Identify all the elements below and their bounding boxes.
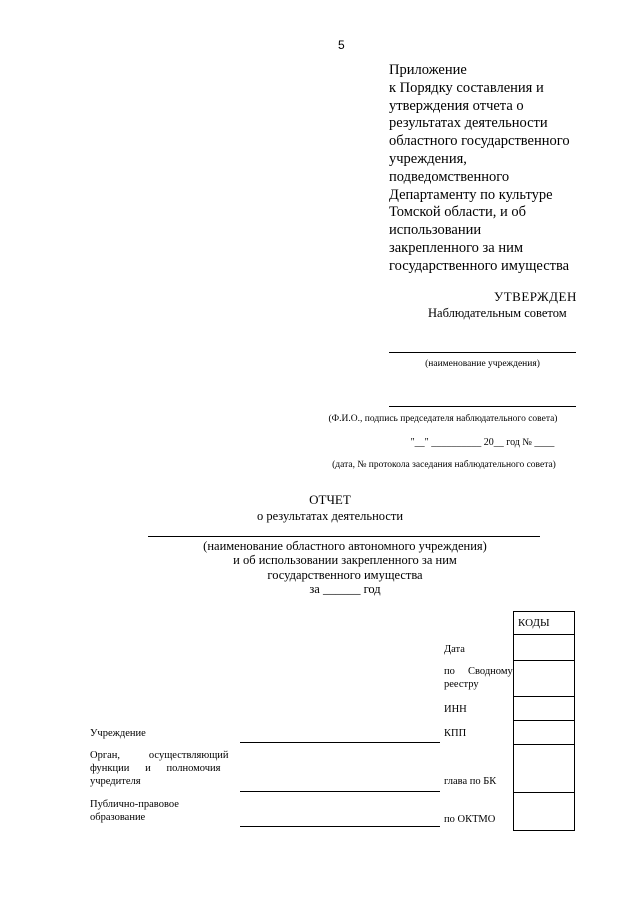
institution-name-line bbox=[389, 352, 576, 353]
appendix-line: к Порядку составления и bbox=[389, 79, 544, 96]
institution-label: Учреждение bbox=[90, 728, 146, 739]
appendix-line: результатах деятельности bbox=[389, 115, 548, 132]
code-label-bk: глава по БК bbox=[444, 776, 497, 787]
code-label-kpp: КПП bbox=[444, 728, 467, 739]
appendix-line: подведомственного bbox=[389, 168, 510, 185]
codes-table bbox=[513, 611, 575, 831]
appendix-line: учреждения, bbox=[389, 150, 467, 167]
founder-organ-label-3: учредителя bbox=[90, 776, 141, 787]
appendix-block bbox=[389, 62, 599, 276]
public-entity-fill-line bbox=[240, 826, 440, 827]
codes-header: КОДЫ bbox=[514, 612, 575, 635]
code-cell-oktmo bbox=[514, 793, 575, 831]
appendix-line: Томской области, и об bbox=[389, 204, 527, 221]
chair-signature-line bbox=[389, 406, 576, 407]
page-number: 5 bbox=[338, 38, 345, 52]
report-period: за ______ год bbox=[309, 582, 381, 596]
institution-name-caption: (наименование учреждения) bbox=[425, 359, 540, 369]
code-label-registry-2: реестру bbox=[444, 679, 479, 690]
code-label-inn: ИНН bbox=[444, 704, 467, 715]
report-subtitle: о результатах деятельности bbox=[256, 509, 404, 523]
institution-fill-line bbox=[240, 742, 440, 743]
appendix-line: государственного имущества bbox=[389, 257, 570, 274]
code-label-date: Дата bbox=[444, 644, 465, 655]
appendix-line: областного государственного bbox=[389, 133, 570, 150]
approved-heading: УТВЕРЖДЕН bbox=[494, 289, 577, 304]
supervisory-council-label: Наблюдательным советом bbox=[428, 306, 567, 320]
report-line-2: и об использовании закрепленного за ним bbox=[233, 553, 457, 567]
founder-organ-label-2: функции и полномочия bbox=[90, 763, 221, 774]
org-name-line bbox=[148, 536, 540, 537]
code-cell-registry bbox=[514, 661, 575, 697]
public-entity-label-2: образование bbox=[90, 812, 146, 823]
appendix-line: использовании bbox=[389, 222, 482, 239]
appendix-line: закрепленного за ним bbox=[389, 239, 524, 256]
chair-signature-caption: (Ф.И.О., подпись председателя наблюдательного совета) bbox=[328, 414, 558, 424]
code-cell-inn bbox=[514, 697, 575, 721]
report-line-3: государственного имущества bbox=[267, 568, 423, 582]
approval-date-line: "__" __________ 20__ год № ____ bbox=[410, 437, 555, 448]
org-name-caption: (наименование областного автономного учреждения) bbox=[203, 539, 487, 553]
code-label-registry: по Сводному bbox=[444, 666, 513, 677]
code-label-oktmo: по ОКТМО bbox=[444, 814, 496, 825]
public-entity-label-1: Публично-правовое bbox=[90, 799, 179, 810]
appendix-line: утверждения отчета о bbox=[389, 97, 524, 114]
founder-organ-fill-line bbox=[240, 791, 440, 792]
code-cell-bk bbox=[514, 745, 575, 793]
founder-organ-label-1: Орган, осуществляющий bbox=[90, 750, 229, 761]
report-title: ОТЧЕТ bbox=[309, 492, 351, 507]
protocol-caption: (дата, № протокола заседания наблюдательного совета) bbox=[332, 460, 556, 470]
appendix-line: Приложение bbox=[389, 62, 467, 78]
code-cell-date bbox=[514, 635, 575, 661]
appendix-line: Департаменту по культуре bbox=[389, 186, 553, 203]
code-cell-kpp bbox=[514, 721, 575, 745]
